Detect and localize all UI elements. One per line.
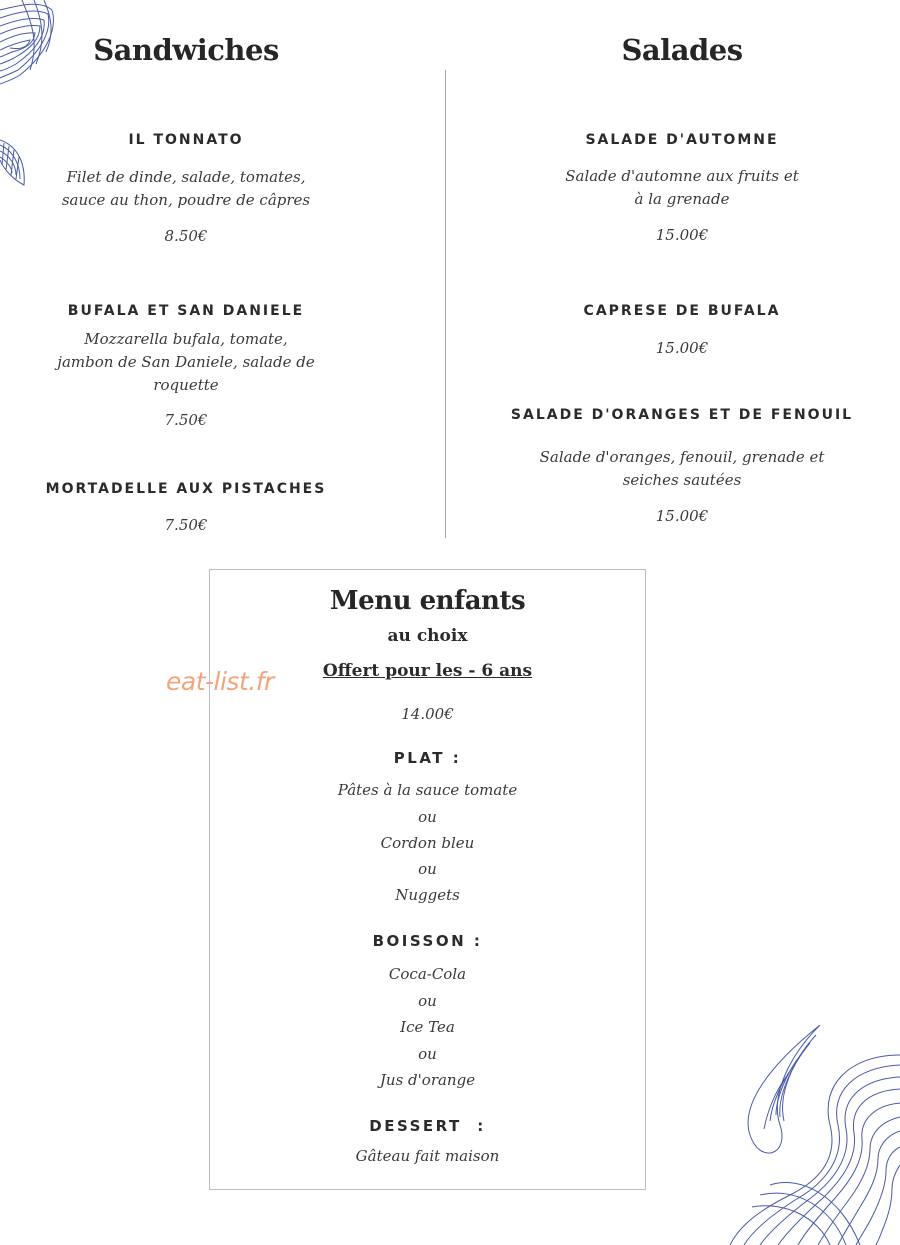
kids-menu-price: 14.00€ [401, 705, 454, 723]
menu-item-price: 7.50€ [164, 411, 208, 429]
boisson-option: Jus d'orange [379, 1071, 476, 1089]
menu-item-name: CAPRESE DE BUFALA [583, 303, 781, 319]
dessert-option: Gâteau fait maison [355, 1147, 500, 1165]
plat-option: Pâtes à la sauce tomate [337, 781, 518, 799]
menu-item-description [512, 446, 852, 492]
kids-menu-offer: Offert pour les - 6 ans [322, 661, 533, 681]
plat-or: ou [418, 860, 437, 878]
description-line: seiches sautées [622, 471, 742, 489]
description-line: Salade d'automne aux fruits et [565, 167, 799, 185]
plat-option: Nuggets [395, 886, 460, 904]
column-divider [445, 70, 446, 538]
menu-item-description [522, 165, 842, 211]
kids-menu-title: Menu enfants [329, 586, 526, 616]
menu-item-name: SALADE D'AUTOMNE [585, 132, 779, 148]
plat-heading: PLAT : [393, 749, 462, 767]
menu-item-name: MORTADELLE AUX PISTACHES [45, 481, 327, 497]
menu-item-price: 8.50€ [164, 227, 208, 245]
description-line: Filet de dinde, salade, tomates, [66, 168, 306, 186]
plat-option: Cordon bleu [380, 834, 475, 852]
menu-item-name: IL TONNATO [128, 132, 244, 148]
watermark: eat-list.fr [166, 667, 274, 696]
description-line: Mozzarella bufala, tomate, [84, 330, 288, 348]
plat-or: ou [418, 808, 437, 826]
kids-menu-subtitle: au choix [387, 626, 468, 646]
description-line: roquette [153, 376, 219, 394]
wave-illustration-icon [730, 1025, 900, 1245]
salades-title: Salades [621, 33, 743, 67]
description-line: Salade d'oranges, fenouil, grenade et [539, 448, 825, 466]
menu-item-description [26, 328, 346, 397]
kids-menu-box [209, 569, 646, 1190]
sandwiches-title: Sandwiches [93, 33, 279, 67]
description-line: sauce au thon, poudre de câpres [61, 191, 311, 209]
menu-item-description [26, 166, 346, 212]
menu-item-price: 15.00€ [655, 507, 709, 525]
boisson-option: Ice Tea [400, 1018, 455, 1036]
description-line: jambon de San Daniele, salade de [57, 353, 315, 371]
menu-item-name: SALADE D'ORANGES ET DE FENOUIL [510, 407, 854, 423]
menu-item-price: 7.50€ [164, 516, 208, 534]
boisson-or: ou [418, 1045, 437, 1063]
menu-item-name: BUFALA ET SAN DANIELE [67, 303, 305, 319]
boisson-heading: BOISSON : [372, 932, 483, 950]
description-line: à la grenade [634, 190, 730, 208]
dessert-heading: DESSERT : [369, 1117, 486, 1135]
menu-item-price: 15.00€ [655, 226, 709, 244]
boisson-option: Coca-Cola [388, 965, 467, 983]
boisson-or: ou [418, 992, 437, 1010]
menu-item-price: 15.00€ [655, 339, 709, 357]
